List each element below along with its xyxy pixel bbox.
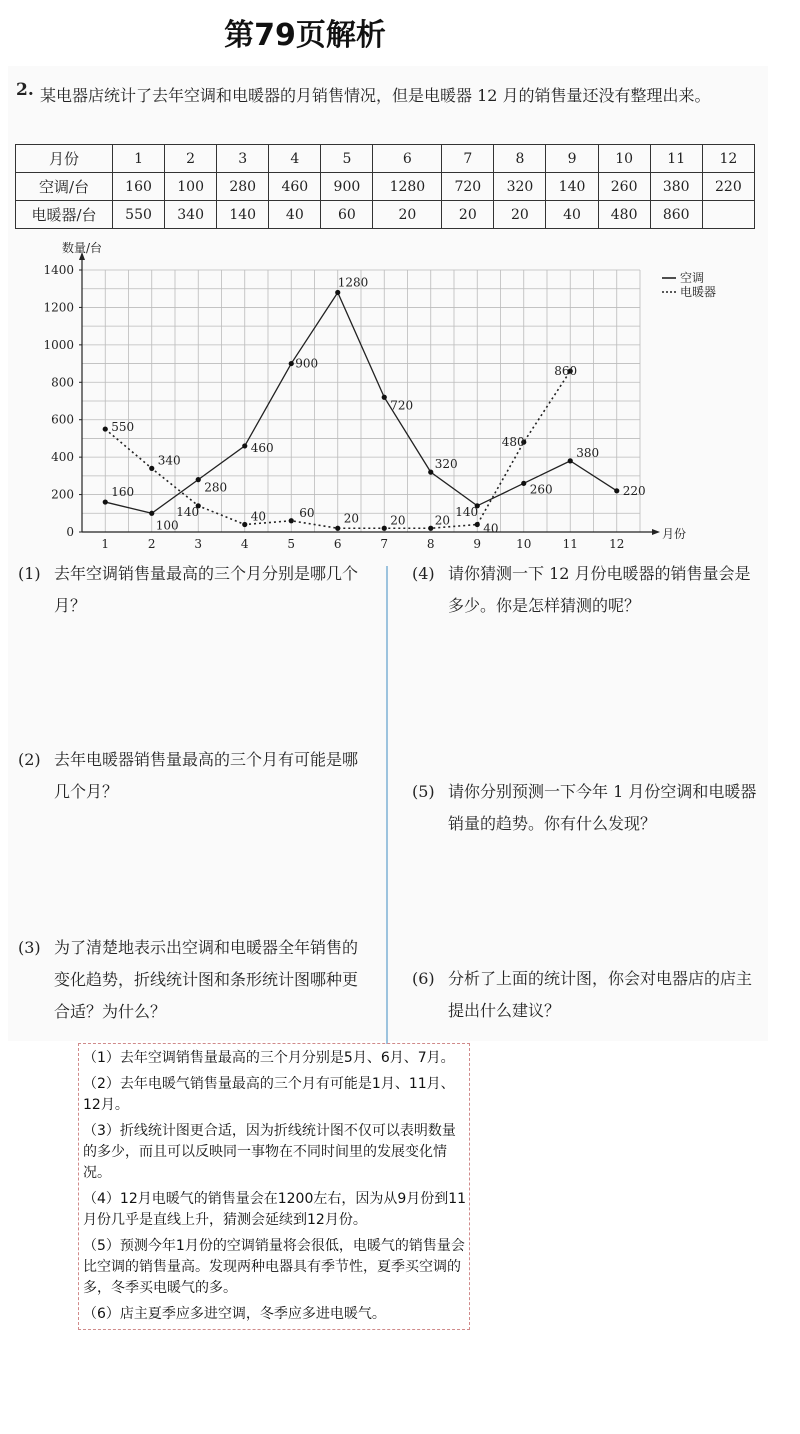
data-label-ac: 280: [204, 480, 228, 495]
table-row: [16, 173, 755, 201]
data-point-ac: [382, 395, 387, 400]
month-cell: 5: [321, 145, 373, 173]
data-label-ac: 100: [155, 518, 179, 533]
x-tick-label: 12: [609, 537, 625, 551]
month-cell: 8: [494, 145, 546, 173]
answer-item: （6）店主夏季应多进空调，冬季应多进电暖气。: [83, 1306, 386, 1322]
data-point-heater: [149, 466, 154, 471]
data-point-heater: [335, 526, 340, 531]
month-cell: 7: [442, 145, 494, 173]
table-cell: 900: [321, 173, 373, 201]
table-header-row: [16, 145, 755, 173]
month-cell: 4: [269, 145, 321, 173]
x-tick-label: 8: [426, 537, 435, 551]
sub-question-1: [18, 558, 368, 622]
sub-question-number: (4): [412, 564, 435, 583]
sub-question-number: (2): [18, 750, 41, 769]
answer-item: （1）去年空调销售量最高的三个月分别是5月、6月、7月。: [83, 1050, 455, 1066]
x-tick-label: 9: [473, 537, 482, 551]
data-point-ac: [242, 443, 247, 448]
data-point-ac: [568, 458, 573, 463]
data-point-ac: [149, 511, 154, 516]
sales-line-chart: [0, 236, 800, 554]
month-cell: 1: [113, 145, 165, 173]
sub-question-number: (5): [412, 782, 435, 801]
problem-number: 2.: [16, 80, 34, 100]
table-cell: 860: [650, 201, 702, 229]
x-tick-label: 10: [516, 537, 532, 551]
sub-question-3: [18, 932, 368, 1028]
x-tick-label: 1: [101, 537, 110, 551]
data-label-heater: 20: [390, 513, 406, 528]
answer-item: （3）折线统计图更合适，因为折线统计图不仅可以表明数量的多少，而且可以反映同一事物在不同时间里的发展变化情况。: [83, 1123, 456, 1181]
data-point-ac: [521, 481, 526, 486]
table-cell: 380: [650, 173, 702, 201]
table-row: [16, 201, 755, 229]
data-point-ac: [103, 499, 108, 504]
sub-question-number: (3): [18, 938, 41, 957]
answer-item: （4）12月电暖气的销售量会在1200左右，因为从9月份到11月份几乎是直线上升，猜测会延续到12月份。: [83, 1191, 467, 1228]
table-cell: 340: [165, 201, 217, 229]
data-point-heater: [103, 426, 108, 431]
data-point-ac: [289, 361, 294, 366]
data-label-heater: 550: [111, 420, 135, 435]
y-tick-label: 1200: [43, 300, 74, 315]
data-point-heater: [428, 526, 433, 531]
data-label-heater: 480: [501, 435, 525, 450]
sub-question-4: [412, 558, 762, 622]
table-cell: 20: [494, 201, 546, 229]
table-cell: 720: [442, 173, 494, 201]
data-point-heater: [242, 522, 247, 527]
table-cell: 60: [321, 201, 373, 229]
sub-question-number: (6): [412, 969, 435, 988]
data-label-heater: 140: [176, 504, 200, 519]
sub-question-2: [18, 744, 368, 808]
x-tick-label: 6: [333, 537, 342, 551]
y-tick-label: 800: [51, 375, 74, 390]
y-tick-label: 400: [51, 450, 74, 465]
table-cell: 140: [217, 201, 269, 229]
y-tick-label: 600: [51, 412, 74, 427]
legend-label: 空调: [680, 271, 705, 285]
sub-question-number: (1): [18, 564, 41, 583]
month-cell: 6: [373, 145, 442, 173]
table-cell: 40: [546, 201, 598, 229]
sub-question-5: [412, 776, 762, 840]
data-label-heater: 20: [343, 511, 360, 526]
data-point-ac: [428, 470, 433, 475]
table-cell: 460: [269, 173, 321, 201]
table-cell: [702, 201, 754, 229]
table-cell: 260: [598, 173, 650, 201]
data-label-heater: 60: [299, 505, 315, 520]
sub-question-text: 请你分别预测一下今年 1 月份空调和电暖器销量的趋势。你有什么发现？: [448, 782, 757, 833]
data-label-heater: 860: [554, 364, 578, 379]
data-label-ac: 160: [111, 485, 135, 500]
sub-question-text: 去年电暖器销售量最高的三个月有可能是哪几个月？: [54, 750, 359, 801]
table-cell: 480: [598, 201, 650, 229]
data-label-ac: 1280: [337, 275, 369, 290]
row-label-ac: 空调/台: [16, 173, 113, 201]
y-tick-label: 200: [51, 487, 74, 502]
x-tick-label: 5: [287, 537, 296, 551]
x-axis-arrow: [652, 529, 660, 535]
x-tick-label: 3: [194, 537, 203, 551]
data-label-ac: 220: [622, 483, 646, 498]
table-cell: 160: [113, 173, 165, 201]
column-divider: [386, 566, 388, 1044]
data-point-heater: [289, 518, 294, 523]
y-tick-label: 0: [66, 525, 74, 539]
row-label-heater: 电暖器/台: [16, 201, 113, 229]
x-tick-label: 4: [240, 537, 249, 551]
data-label-ac: 320: [434, 457, 458, 472]
table-cell: 20: [373, 201, 442, 229]
table-cell: 100: [165, 173, 217, 201]
data-label-heater: 40: [250, 509, 267, 524]
table-cell: 20: [442, 201, 494, 229]
sales-table: [15, 144, 755, 229]
x-axis-label: 月份: [662, 527, 687, 541]
table-cell: 550: [113, 201, 165, 229]
table-cell: 1280: [373, 173, 442, 201]
y-tick-label: 1400: [43, 263, 74, 277]
x-tick-label: 2: [147, 537, 156, 551]
month-cell: 10: [598, 145, 650, 173]
data-label-ac: 260: [529, 482, 553, 497]
table-cell: 140: [546, 173, 598, 201]
month-cell: 9: [546, 145, 598, 173]
sub-question-text: 去年空调销售量最高的三个月分别是哪几个月？: [54, 564, 359, 615]
table-cell: 220: [702, 173, 754, 201]
data-point-ac: [196, 477, 201, 482]
table-cell: 320: [494, 173, 546, 201]
data-point-heater: [475, 522, 480, 527]
data-point-ac: [335, 290, 340, 295]
y-tick-label: 1000: [43, 337, 74, 352]
month-cell: 3: [217, 145, 269, 173]
answer-item: （2）去年电暖气销售量最高的三个月有可能是1月、11月、12月。: [83, 1076, 455, 1113]
legend-label: 电暖器: [680, 285, 717, 299]
data-point-ac: [614, 488, 619, 493]
x-tick-label: 7: [380, 537, 389, 551]
sub-question-6: [412, 963, 762, 1027]
table-cell: 40: [269, 201, 321, 229]
month-cell: 11: [650, 145, 702, 173]
data-label-heater: 340: [157, 453, 181, 468]
data-point-heater: [382, 526, 387, 531]
sub-question-text: 为了清楚地表示出空调和电暖器全年销售的变化趋势，折线统计图和条形统计图哪种更合适？为什么？: [54, 938, 359, 1021]
data-label-heater: 20: [434, 513, 451, 528]
data-label-ac: 720: [390, 398, 414, 413]
y-axis-label: 数量/台: [62, 241, 103, 255]
page-title: 第79页解析: [224, 18, 386, 53]
data-label-heater: 40: [483, 521, 499, 536]
table-cell: 280: [217, 173, 269, 201]
answer-box: [78, 1043, 470, 1330]
data-label-ac: 140: [455, 504, 479, 519]
answer-item: （5）预测今年1月份的空调销量将会很低，电暖气的销售量会比空调的销售量高。发现两种电器具有季节性，夏季买空调的多，冬季买电暖气的多。: [83, 1238, 465, 1296]
month-cell: 2: [165, 145, 217, 173]
sub-question-text: 分析了上面的统计图，你会对电器店的店主提出什么建议？: [448, 969, 753, 1020]
month-header: 月份: [16, 145, 113, 173]
x-tick-label: 11: [562, 537, 578, 551]
sub-question-text: 请你猜测一下 12 月份电暖器的销售量会是多少。你是怎样猜测的呢？: [448, 564, 751, 615]
data-label-ac: 460: [250, 440, 274, 455]
data-label-ac: 380: [576, 445, 600, 460]
data-label-ac: 900: [295, 356, 319, 371]
month-cell: 12: [702, 145, 754, 173]
problem-text: 某电器店统计了去年空调和电暖器的月销售情况，但是电暖器 12 月的销售量还没有整理出来。: [40, 86, 711, 105]
